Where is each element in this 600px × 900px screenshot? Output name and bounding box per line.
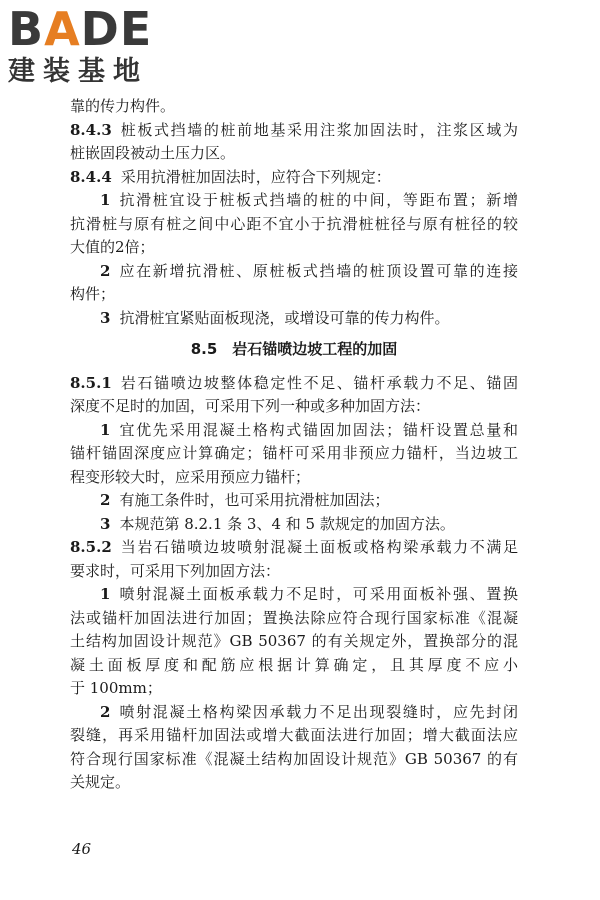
item-number: 2 bbox=[100, 702, 111, 721]
clause-line bbox=[70, 119, 518, 143]
line-text: 宜优先采用混凝土格构式锚固加固法；锚杆设置总量和 bbox=[119, 420, 518, 439]
line-text: 抗滑桩宜紧贴面板现浇，或增设可靠的传力构件。 bbox=[119, 308, 450, 327]
text-line bbox=[70, 748, 518, 772]
text-line bbox=[70, 607, 518, 631]
line-text: 采用抗滑桩加固法时，应符合下列规定： bbox=[120, 167, 391, 186]
line-text: 构件； bbox=[70, 285, 116, 303]
section-heading bbox=[70, 338, 518, 362]
line-text: 喷射混凝土面板承载力不足时，可采用面板补强、置换 bbox=[119, 585, 518, 603]
text-line bbox=[70, 95, 518, 119]
logo-letter-a: A bbox=[44, 2, 81, 56]
item-number: 1 bbox=[100, 420, 111, 439]
text-line bbox=[70, 236, 518, 260]
list-item-line bbox=[70, 701, 518, 725]
line-text: 当岩石锚喷边坡喷射混凝土面板或格构梁承载力不满足 bbox=[120, 538, 518, 556]
line-text: 法或锚杆加固法进行加固；置换法除应符合现行国家标准《混凝 bbox=[70, 608, 518, 627]
line-text: 土结构加固设计规范》GB 50367 的有关规定外，置换部分的混 bbox=[70, 632, 518, 650]
item-number: 3 bbox=[100, 308, 111, 327]
text-line bbox=[70, 395, 518, 419]
line-text: 喷射混凝土格构梁因承载力不足出现裂缝时，应先封闭 bbox=[119, 702, 518, 721]
text-line bbox=[70, 213, 518, 237]
text-line bbox=[70, 677, 518, 701]
clause-number: 8.4.3 bbox=[70, 120, 112, 139]
text-line bbox=[70, 654, 518, 678]
line-text: 有施工条件时，也可采用抗滑桩加固法； bbox=[119, 491, 390, 509]
line-text: 裂缝，再采用锚杆加固法或增大截面法进行加固；增大截面法应 bbox=[70, 726, 518, 744]
list-item-line bbox=[70, 189, 518, 213]
clause-number: 8.4.4 bbox=[70, 167, 112, 186]
text-line bbox=[70, 442, 518, 466]
clause-line bbox=[70, 166, 518, 190]
line-text: 大值的2倍； bbox=[70, 238, 155, 256]
text-line bbox=[70, 466, 518, 490]
line-text: 要求时，可采用下列加固方法： bbox=[70, 561, 281, 580]
text-line bbox=[70, 283, 518, 307]
line-text: 抗滑桩宜设于桩板式挡墙的桩的中间，等距布置；新增 bbox=[119, 191, 518, 209]
logo-subtitle: 建装基地 bbox=[8, 56, 148, 87]
line-text: 深度不足时的加固，可采用下列一种或多种加固方法： bbox=[70, 397, 431, 415]
line-text: 靠的传力构件。 bbox=[70, 97, 176, 115]
list-item-line bbox=[70, 419, 518, 443]
list-item-line bbox=[70, 489, 518, 513]
line-text: 抗滑桩与原有桩之间中心距不宜小于抗滑桩桩径与原有桩径的较 bbox=[70, 214, 518, 233]
page-number: 46 bbox=[72, 840, 92, 858]
line-text: 于 100mm； bbox=[70, 679, 162, 697]
text-line bbox=[70, 630, 518, 654]
item-number: 1 bbox=[100, 191, 111, 209]
bade-logo bbox=[8, 4, 178, 90]
logo-letters-de: DE bbox=[80, 2, 153, 56]
logo-wordmark bbox=[8, 4, 178, 54]
line-text: 关规定。 bbox=[70, 773, 131, 791]
section-number: 8.5 bbox=[190, 340, 218, 358]
text-line bbox=[70, 560, 518, 584]
list-item-line bbox=[70, 260, 518, 284]
item-number: 2 bbox=[100, 491, 111, 509]
list-item-line bbox=[70, 307, 518, 331]
item-number: 3 bbox=[100, 514, 111, 533]
line-text: 符合现行国家标准《混凝土结构加固设计规范》GB 50367 的有 bbox=[70, 749, 518, 768]
line-text: 锚杆锚固深度应计算确定；锚杆可采用非预应力锚杆，当边坡工 bbox=[70, 444, 518, 462]
line-text: 本规范第 8.2.1 条 3、4 和 5 款规定的加固方法。 bbox=[119, 514, 455, 533]
clause-line bbox=[70, 536, 518, 560]
text-line bbox=[70, 771, 518, 795]
text-line bbox=[70, 142, 518, 166]
document-body bbox=[70, 95, 518, 795]
line-text: 桩板式挡墙的桩前地基采用注浆加固法时，注浆区域为 bbox=[120, 120, 518, 139]
line-text: 岩石锚喷边坡整体稳定性不足、锚杆承载力不足、锚固 bbox=[120, 373, 518, 392]
list-item-line bbox=[70, 583, 518, 607]
line-text: 应在新增抗滑桩、原桩板式挡墙的桩顶设置可靠的连接 bbox=[119, 261, 518, 280]
item-number: 2 bbox=[100, 261, 111, 280]
logo-letter-b: B bbox=[8, 2, 45, 56]
clause-number: 8.5.1 bbox=[70, 373, 112, 392]
line-text: 凝土面板厚度和配筋应根据计算确定，且其厚度不应小 bbox=[70, 655, 518, 674]
list-item-line bbox=[70, 513, 518, 537]
section-gap bbox=[217, 340, 232, 358]
section-title-text: 岩石锚喷边坡工程的加固 bbox=[232, 340, 398, 358]
line-text: 程变形较大时，应采用预应力锚杆； bbox=[70, 467, 311, 486]
line-text: 桩嵌固段被动土压力区。 bbox=[70, 144, 236, 162]
clause-line bbox=[70, 372, 518, 396]
text-line bbox=[70, 724, 518, 748]
clause-number: 8.5.2 bbox=[70, 538, 112, 556]
item-number: 1 bbox=[100, 585, 111, 603]
